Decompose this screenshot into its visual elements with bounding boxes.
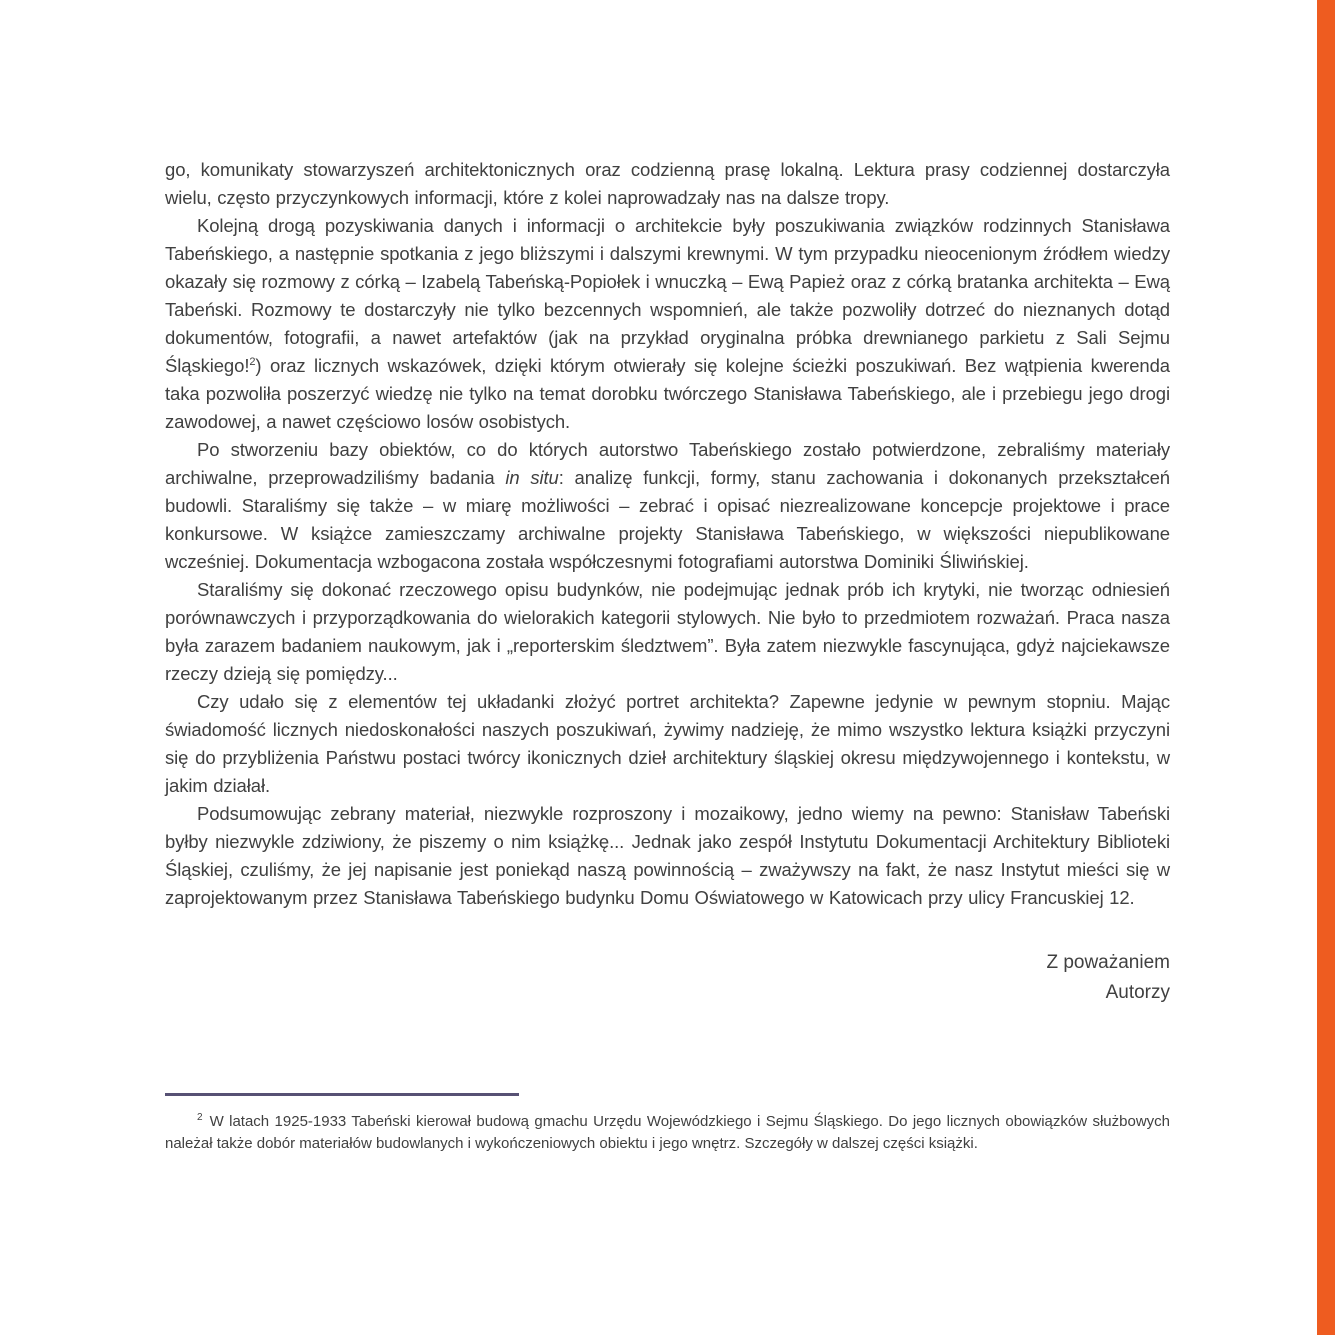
signature-author: Autorzy (1105, 982, 1170, 1003)
body-text-block (165, 156, 1170, 912)
footnote-reference: 2 (249, 355, 256, 368)
footnote-marker: 2 (197, 1112, 203, 1123)
footnote-body-text: W latach 1925-1933 Tabeński kierował budową gmachu Urzędu Wojewódzkiego i Sejmu Śląskiego. Do jego licznych obowiązków służbowych należał także dobór materiałów budowlanych i wykończeniowych obiektu i jego wnętrz. Szczegóły w dalszej części książki. (165, 1113, 1170, 1152)
footnote-rule (165, 1093, 519, 1096)
text-segment: ) oraz licznych wskazówek, dzięki którym otwierały się kolejne ścieżki poszukiwań. Bez wątpienia kwerenda taka pozwoliła poszerzyć wiedzę nie tylko na temat dorobku twórczego Stanisława Tabeńskiego, ale i przebiegu jego drogi zawodowej, a nawet częściowo losów osobistych. (165, 355, 1170, 432)
footnote-block (165, 1093, 1170, 1154)
text-segment: : analizę funkcji, formy, stanu zachowania i dokonanych przekształceń budowli. Staraliśmy się także – w miarę możliwości – zebrać i opisać niezrealizowane koncepcje projektowe i prace konkursowe. W książce zamieszczamy archiwalne projekty Stanisława Tabeńskiego, w większości niepublikowane wcześniej. Dokumentacja wzbogacona została współczesnymi fotografiami autorstwa Dominiki Śliwińskiej. (165, 467, 1170, 572)
body-paragraph (165, 800, 1170, 912)
body-paragraph (165, 212, 1170, 436)
body-paragraph (165, 156, 1170, 212)
text-segment: Kolejną drogą pozyskiwania danych i informacji o architekcie były poszukiwania związków rodzinnych Stanisława Tabeńskiego, a następnie spotkania z jego bliższymi i dalszymi krewnymi. W tym przypadku nieocenionym źródłem wiedzy okazały się rozmowy z córką – Izabelą Tabeńską-Popiołek i wnuczką – Ewą Papież oraz z córką bratanka architekta – Ewą Tabeński. Rozmowy te dostarczyły nie tylko bezcennych wspomnień, ale także pozwoliły dotrzeć do nieznanych dotąd dokumentów, fotografii, a nawet artefaktów (jak na przykład oryginalna próbka drewnianego parkietu z Sali Sejmu Śląskiego! (165, 215, 1170, 376)
text-segment: Staraliśmy się dokonać rzeczowego opisu budynków, nie podejmując jednak prób ich krytyki, nie tworząc odniesień porównawczych i przyporządkowania do wielorakich kategorii stylowych. Nie było to przedmiotem rozważań. Praca nasza była zarazem badaniem naukowym, jak i „reporterskim śledztwem”. Była zatem niezwykle fascynująca, gdyż najciekawsze rzeczy dzieją się pomiędzy... (165, 579, 1170, 684)
text-segment: Podsumowując zebrany materiał, niezwykle rozproszony i mozaikowy, jedno wiemy na pewno: Stanisław Tabeński byłby niezwykle zdziwiony, że piszemy o nim książkę... Jednak jako zespół Instytutu Dokumentacji Architektury Biblioteki Śląskiej, czuliśmy, że jej napisanie jest poniekąd naszą powinnością – zważywszy na fakt, że nasz Instytut mieści się w zaprojektowanym przez Stanisława Tabeńskiego budynku Domu Oświatowego w Katowicach przy ulicy Francuskiej 12. (165, 803, 1170, 908)
text-segment: go, komunikaty stowarzyszeń architektonicznych oraz codzienną prasę lokalną. Lektura prasy codziennej dostarczyła wielu, często przyczynkowych informacji, które z kolei naprowadzały nas na dalsze tropy. (165, 159, 1170, 208)
signature-block (165, 948, 1170, 1008)
text-segment: Po stworzeniu bazy obiektów, co do których autorstwo Tabeńskiego zostało potwierdzone, zebraliśmy materiały archiwalne, przeprowadziliśmy badania (165, 439, 1170, 488)
body-paragraph (165, 688, 1170, 800)
text-segment: Czy udało się z elementów tej układanki złożyć portret architekta? Zapewne jedynie w pewnym stopniu. Mając świadomość licznych niedoskonałości naszych poszukiwań, żywimy nadzieję, że mimo wszystko lektura książki przyczyni się do przybliżenia Państwu postaci twórcy ikonicznych dzieł architektury śląskiej okresu międzywojennego i kontekstu, w jakim działał. (165, 691, 1170, 796)
footnote-text (165, 1111, 1170, 1154)
italic-text-segment: in situ (505, 467, 559, 488)
signature-closing: Z poważaniem (1046, 952, 1170, 973)
body-paragraph (165, 436, 1170, 576)
body-paragraph (165, 576, 1170, 688)
page-edge-accent-bar (1317, 0, 1335, 1335)
